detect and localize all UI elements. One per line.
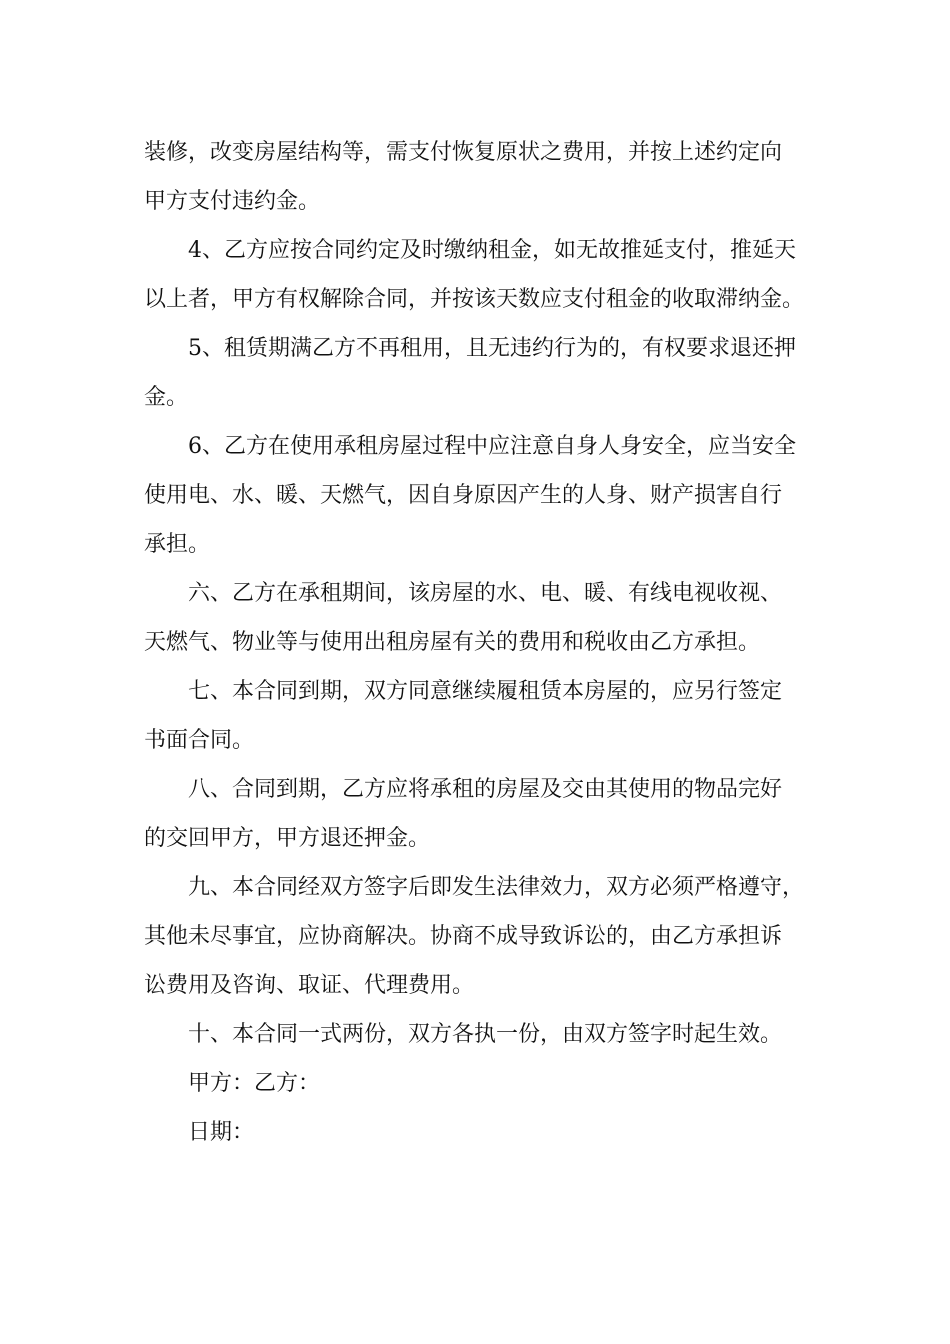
text-line: 装修，改变房屋结构等，需支付恢复原状之费用，并按上述约定向 xyxy=(144,140,783,165)
text-line: 以上者，甲方有权解除合同，并按该天数应支付租金的收取滞纳金。 xyxy=(144,287,805,312)
text-line: 承担。 xyxy=(144,532,211,557)
section-seven-line: 七、本合同到期，双方同意继续履租赁本房屋的，应另行签定 xyxy=(188,679,783,704)
text-line: 书面合同。 xyxy=(144,728,255,753)
clause-4-line: 4、乙方应按合同约定及时缴纳租金，如无故推延支付，推延天 xyxy=(188,238,796,263)
text-line: 的交回甲方，甲方退还押金。 xyxy=(144,826,431,851)
text-line: 讼费用及咨询、取证、代理费用。 xyxy=(144,973,475,998)
section-ten-line: 十、本合同一式两份，双方各执一份，由双方签字时起生效。 xyxy=(188,1022,783,1047)
text-line: 天燃气、物业等与使用出租房屋有关的费用和税收由乙方承担。 xyxy=(144,630,761,655)
clause-5-line: 5、租赁期满乙方不再租用，且无违约行为的，有权要求退还押 xyxy=(188,336,796,361)
section-eight-line: 八、合同到期，乙方应将承租的房屋及交由其使用的物品完好 xyxy=(188,777,783,802)
text-line: 金。 xyxy=(144,385,189,410)
text-line: 甲方支付违约金。 xyxy=(144,189,321,214)
section-nine-line: 九、本合同经双方签字后即发生法律效力，双方必须严格遵守， xyxy=(188,875,805,900)
text-line: 使用电、水、暖、天燃气，因自身原因产生的人身、财产损害自行 xyxy=(144,483,783,508)
contract-text xyxy=(144,128,824,1157)
date-line: 日期： xyxy=(188,1120,255,1145)
signature-parties-line: 甲方：乙方： xyxy=(188,1071,321,1096)
text-line: 其他未尽事宜，应协商解决。协商不成导致诉讼的，由乙方承担诉 xyxy=(144,924,783,949)
section-six-line: 六、乙方在承租期间，该房屋的水、电、暖、有线电视收视、 xyxy=(188,581,783,606)
clause-6-line: 6、乙方在使用承租房屋过程中应注意自身人身安全，应当安全 xyxy=(188,434,796,459)
